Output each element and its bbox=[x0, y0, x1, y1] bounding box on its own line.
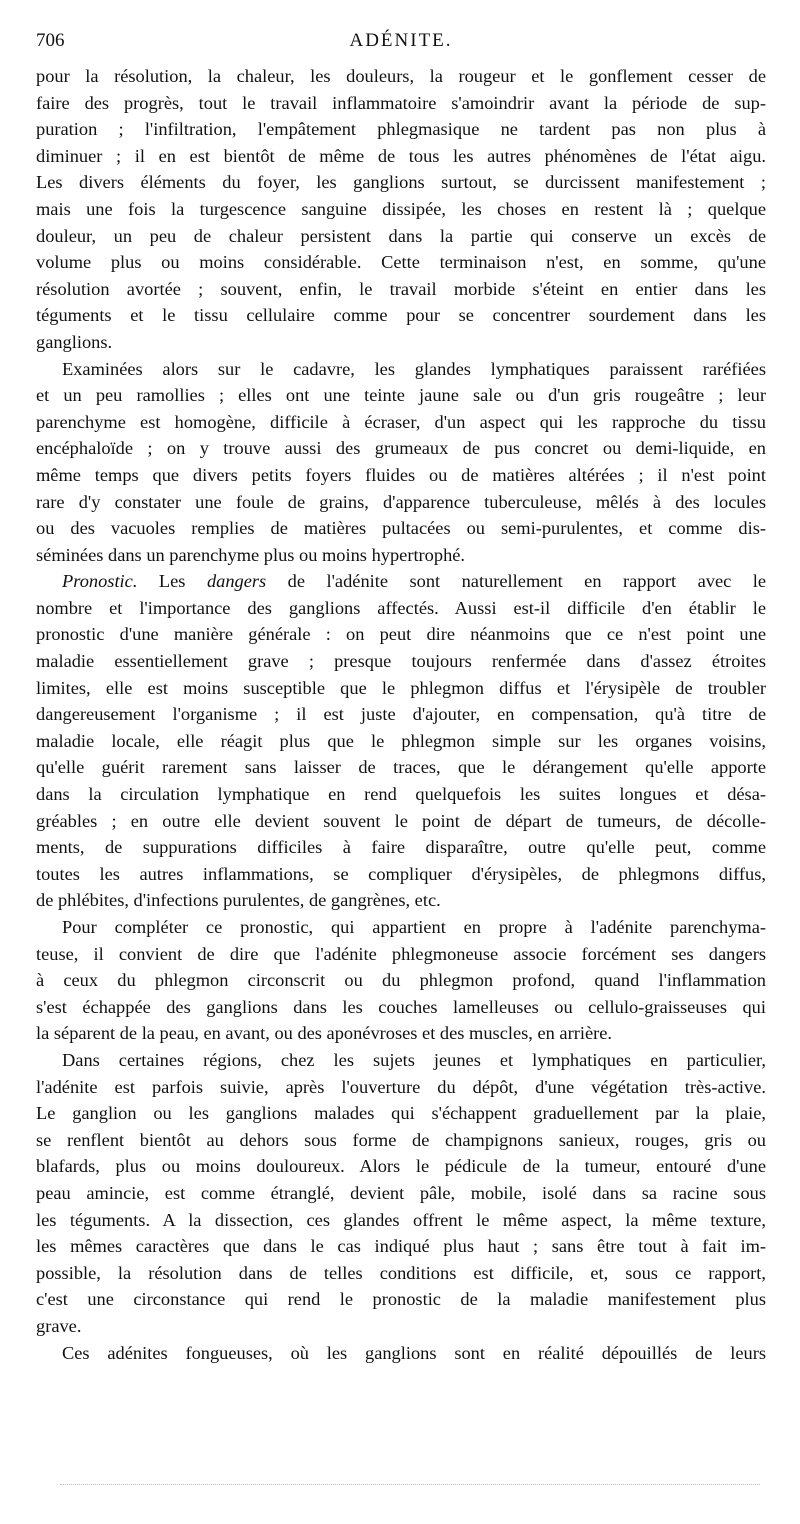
text-line: parenchyme est homogène, difficile à écraser, d'un aspect qui les rapproche du tissu bbox=[36, 411, 766, 432]
text-line: blafards, plus ou moins douloureux. Alors le pédicule de la tumeur, entouré d'une bbox=[36, 1156, 766, 1177]
text-line: faire des progrès, tout le travail inflammatoire s'amoindrir avant la période de sup- bbox=[36, 92, 766, 113]
text-line: résolution avortée ; souvent, enfin, le travail morbide s'éteint en entier dans les bbox=[36, 278, 766, 299]
text-line: de phlébites, d'infections purulentes, de gangrènes, etc. bbox=[36, 890, 441, 911]
text-line: s'est échappée des ganglions dans les couches lamelleuses ou cellulo-graisseuses qui bbox=[36, 996, 766, 1017]
text-line: limites, elle est moins susceptible que le phlegmon diffus et l'érysipèle de troubler bbox=[36, 677, 766, 698]
text-line: diminuer ; il en est bientôt de même de tous les autres phénomènes de l'état aigu. bbox=[36, 145, 766, 166]
section-heading-line: Pronostic. Les dangers de l'adénite sont naturellement en rapport avec le bbox=[62, 571, 767, 592]
text-line: toutes les autres inflammations, se compliquer d'érysipèles, de phlegmons diffus, bbox=[36, 863, 766, 884]
running-title: ADÉNITE. bbox=[349, 30, 453, 51]
body-text bbox=[36, 63, 766, 1366]
text-line: pour la résolution, la chaleur, les douleurs, la rougeur et le gonflement cesser de bbox=[36, 66, 766, 86]
text-line: maladie essentiellement grave ; presque toujours renfermée dans d'assez étroites bbox=[36, 651, 766, 672]
text-line: ganglions. bbox=[36, 331, 113, 352]
text-line: les téguments. A la dissection, ces glandes offrent le même aspect, la même texture, bbox=[36, 1209, 766, 1230]
text-line: volume plus ou moins considérable. Cette terminaison n'est, en somme, qu'une bbox=[36, 252, 766, 273]
text-line: puration ; l'infiltration, l'empâtement phlegmasique ne tardent pas non plus à bbox=[36, 119, 766, 140]
text-line: téguments et le tissu cellulaire comme pour se concentrer sourdement dans les bbox=[36, 305, 766, 326]
text-line: grave. bbox=[36, 1315, 82, 1336]
text-line: peau amincie, est comme étranglé, devient pâle, mobile, isolé dans sa racine sous bbox=[36, 1182, 766, 1203]
text-line: gréables ; en outre elle devient souvent le point de départ de tumeurs, de décolle- bbox=[36, 810, 766, 831]
page-header bbox=[36, 30, 766, 56]
text-line: et un peu ramollies ; elles ont une teinte jaune sale ou d'un gris rougeâtre ; leur bbox=[36, 385, 766, 406]
text-line: Le ganglion ou les ganglions malades qui s'échappent graduellement par la plaie, bbox=[36, 1103, 766, 1124]
text-line: l'adénite est parfois suivie, après l'ouverture du dépôt, d'une végétation très-active. bbox=[36, 1076, 766, 1097]
text-line: douleur, un peu de chaleur persistent dans la partie qui conserve un excès de bbox=[36, 225, 766, 246]
text-line: ou des vacuoles remplies de matières pultacées ou semi-purulentes, et comme dis- bbox=[36, 518, 766, 539]
scan-artifact-divider bbox=[60, 1484, 760, 1487]
text-line: à ceux du phlegmon circonscrit ou du phlegmon profond, quand l'inflammation bbox=[36, 970, 766, 991]
text-line: nombre et l'importance des ganglions affectés. Aussi est-il difficile d'en établir le bbox=[36, 597, 766, 618]
text-line: c'est une circonstance qui rend le pronostic de la maladie manifestement plus bbox=[36, 1289, 766, 1310]
text-line: Dans certaines régions, chez les sujets jeunes et lymphatiques en particulier, bbox=[62, 1049, 766, 1070]
text-line: pronostic d'une manière générale : on peut dire néanmoins que ce n'est point une bbox=[36, 624, 766, 645]
text-line: séminées dans un parenchyme plus ou moins hypertrophé. bbox=[36, 544, 466, 565]
text-line: maladie locale, elle réagit plus que le phlegmon simple sur les organes voisins, bbox=[36, 730, 766, 751]
text-line: dans la circulation lymphatique en rend quelquefois les suites longues et désa- bbox=[36, 784, 766, 805]
text-line: Pour compléter ce pronostic, qui appartient en propre à l'adénite parenchyma- bbox=[62, 917, 766, 937]
text-line: qu'elle guérit rarement sans laisser de traces, que le dérangement qu'elle apporte bbox=[36, 757, 766, 778]
text-line: même temps que divers petits foyers fluides ou de matières altérées ; il n'est point bbox=[36, 464, 766, 485]
text-line: Les divers éléments du foyer, les ganglions surtout, se durcissent manifestement ; bbox=[36, 172, 766, 193]
text-line: mais une fois la turgescence sanguine dissipée, les choses en restent là ; quelque bbox=[36, 198, 766, 219]
text-line: rare d'y constater une foule de grains, d'apparence tuberculeuse, mêlés à des locules bbox=[36, 491, 766, 512]
text-line: possible, la résolution dans de telles conditions est difficile, et, sous ce rapport, bbox=[36, 1262, 766, 1283]
text-line: Examinées alors sur le cadavre, les glandes lymphatiques paraissent raréfiées bbox=[62, 358, 766, 379]
text-line: encéphaloïde ; on y trouve aussi des grumeaux de pus concret ou demi-liquide, en bbox=[36, 438, 766, 459]
text-line: ments, de suppurations difficiles à faire disparaître, outre qu'elle peut, comme bbox=[36, 837, 766, 858]
text-line: dangereusement l'organisme ; il est juste d'ajouter, en compensation, qu'à titre de bbox=[36, 704, 766, 725]
text-line: teuse, il convient de dire que l'adénite phlegmoneuse associe forcément ses dangers bbox=[36, 943, 766, 964]
text-line: les mêmes caractères que dans le cas indiqué plus haut ; sans être tout à fait im- bbox=[36, 1236, 766, 1257]
text-line: la séparent de la peau, en avant, ou des aponévroses et des muscles, en arrière. bbox=[36, 1023, 613, 1044]
text-line: se renflent bientôt au dehors sous forme de champignons sanieux, rouges, gris ou bbox=[36, 1129, 766, 1150]
page-number: 706 bbox=[36, 30, 65, 51]
text-line: Ces adénites fongueuses, où les ganglions sont en réalité dépouillés de leurs bbox=[62, 1342, 766, 1363]
